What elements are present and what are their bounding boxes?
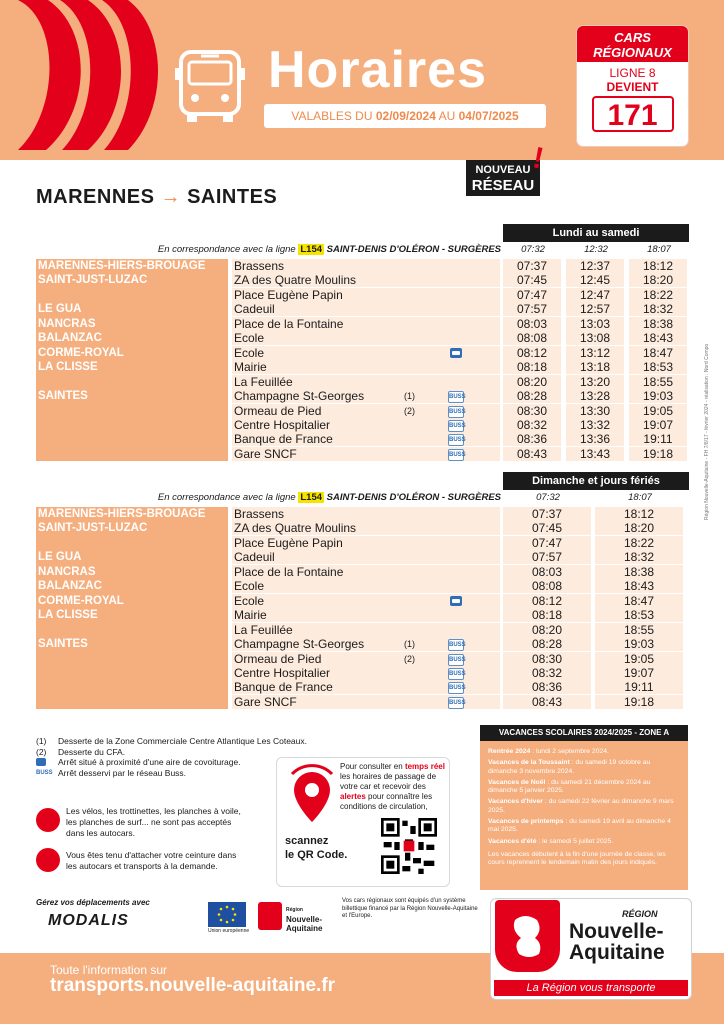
town-name: LE GUA [36, 550, 228, 564]
departure-time: 08:36 [503, 680, 591, 694]
day-header: Lundi au samedi [503, 224, 689, 242]
stop-name: Brassens [232, 507, 500, 521]
holiday-item [480, 818, 688, 835]
departure-time: 13:30 [566, 404, 624, 418]
town-name: BALANZAC [36, 579, 228, 593]
departure-time: 08:18 [503, 608, 591, 622]
departure-time: 12:57 [566, 302, 624, 316]
timetable-row [36, 608, 689, 622]
corr-dest: SAINT-DENIS D'OLÉRON - SURGÈRES [326, 492, 501, 503]
stop-name: Mairie [232, 608, 500, 622]
stop-name: Brassens [232, 259, 500, 273]
departure-time: 08:32 [503, 418, 561, 432]
stop-name: Place de la Fontaine [232, 317, 500, 331]
buss-icon: BUSS [448, 391, 464, 403]
departure-time: 18:20 [595, 521, 683, 535]
valid-from: 02/09/2024 [375, 109, 436, 123]
stop-name: Ormeau de Pied [232, 652, 500, 666]
stop-name: ZA des Quatre Moulins [232, 521, 500, 535]
timetable-row [36, 637, 689, 651]
qr-scan-2: le QR Code. [285, 849, 348, 861]
line-number: 171 [592, 96, 674, 132]
departure-time: 18:47 [595, 594, 683, 608]
stop-note: (2) [404, 653, 415, 664]
departure-time: 18:55 [629, 375, 687, 389]
departure-time: 19:03 [629, 389, 687, 403]
timetable-row [36, 389, 689, 403]
town-name: SAINTES [36, 637, 228, 651]
stop-name: Centre Hospitalier [232, 666, 500, 680]
departure-time: 12:37 [566, 259, 624, 273]
departure-time: 08:36 [503, 432, 561, 446]
departure-time: 08:12 [503, 346, 561, 360]
stop-name: Banque de France [232, 432, 500, 446]
holiday-dates: : le samedi 5 juillet 2025. [536, 837, 614, 845]
departure-time: 08:12 [503, 594, 591, 608]
reseau-label: RÉSEAU [471, 177, 535, 194]
corr-prefix: En correspondance avec la ligne [157, 244, 296, 255]
qr-text-1: Pour consulter en [340, 762, 403, 771]
region-lion-logo-icon [495, 900, 560, 972]
route-title [36, 186, 277, 209]
region-small-logo-icon [258, 902, 282, 930]
departure-time: 07:57 [503, 302, 561, 316]
stop-note: (1) [404, 391, 415, 402]
qr-text-5: pour connaître les conditions de circulation, [340, 792, 433, 811]
holiday-item [480, 759, 688, 776]
route-origin: MARENNES [36, 186, 155, 208]
departure-time: 12:47 [566, 288, 624, 302]
holiday-dates: : du samedi 19 octobre au dimanche 3 novembre 2024. [488, 759, 651, 775]
region-name [569, 921, 665, 963]
correspondance-note [36, 244, 501, 255]
timetable-row [36, 623, 689, 637]
town-name: LA CLISSE [36, 360, 228, 374]
timetable-row [36, 594, 689, 608]
town-name: NANCRAS [36, 565, 228, 579]
location-pin-icon [286, 764, 338, 826]
stop-name: Ecole [232, 594, 500, 608]
town-name: SAINTES [36, 389, 228, 403]
legend-key-2: (2) [36, 746, 47, 757]
bike-rule: Les vélos, les trottinettes, les planches à voile, les planches de surf... ne sont pas acceptés dans les autocars. [66, 806, 241, 838]
departure-time: 13:43 [566, 447, 624, 461]
qr-scan-1: scannez [285, 835, 329, 847]
departure-time: 07:45 [503, 521, 591, 535]
departure-time: 18:47 [629, 346, 687, 360]
carpool-icon [450, 596, 462, 606]
bus-icon [175, 48, 245, 128]
departure-time: 08:03 [503, 317, 561, 331]
stop-name: Cadeuil [232, 302, 500, 316]
buss-icon: BUSS [448, 697, 464, 709]
no-bike-icon [36, 808, 60, 832]
eu-label: Union européenne [208, 928, 250, 934]
timetable-row [36, 317, 689, 331]
departure-time: 13:12 [566, 346, 624, 360]
holiday-dates: : du samedi 21 décembre 2024 au dimanche 5 janvier 2025. [488, 778, 651, 795]
buss-icon: BUSS [36, 769, 53, 776]
correspondance-note [36, 492, 501, 503]
stop-note: (2) [404, 405, 415, 416]
timetable-row [36, 418, 689, 432]
departure-time: 18:43 [595, 579, 683, 593]
timetable-row [36, 432, 689, 446]
departure-time: 13:18 [566, 360, 624, 374]
departure-time: 18:53 [629, 360, 687, 374]
departure-time: 13:32 [566, 418, 624, 432]
carpool-icon [36, 758, 46, 766]
qr-text-alerts: alertes [340, 792, 366, 801]
stop-name: Cadeuil [232, 550, 500, 564]
corr-time: 12:32 [584, 244, 608, 255]
stop-name: Ecole [232, 346, 500, 360]
timetable-row [36, 360, 689, 374]
stop-name: Place Eugène Papin [232, 288, 500, 302]
timetable-row [36, 695, 689, 709]
departure-time: 08:43 [503, 447, 561, 461]
timetable-row [36, 652, 689, 666]
departure-time: 19:03 [595, 637, 683, 651]
holiday-item [480, 779, 688, 796]
departure-time: 08:03 [503, 565, 591, 579]
holiday-label: Vacances d'hiver [488, 798, 543, 806]
region-label: RÉGION [622, 909, 658, 919]
town-name: LE GUA [36, 302, 228, 316]
departure-time: 08:32 [503, 666, 591, 680]
departure-time: 13:08 [566, 331, 624, 345]
buss-icon: BUSS [448, 420, 464, 432]
departure-time: 18:12 [595, 507, 683, 521]
route-destination: SAINTES [187, 186, 278, 208]
holiday-note: Les vacances débutent à la fin d'une journée de classe, les cours reprennent le lendemain matin des jours indiqués. [488, 850, 666, 867]
holiday-label: Vacances de Noël [488, 778, 546, 786]
stop-name: ZA des Quatre Moulins [232, 273, 500, 287]
timetable-row [36, 565, 689, 579]
departure-time: 08:08 [503, 331, 561, 345]
stop-name: Ecole [232, 579, 500, 593]
departure-time: 13:20 [566, 375, 624, 389]
holiday-label: Vacances de printemps [488, 818, 564, 826]
holiday-item [480, 838, 688, 846]
qr-description [340, 762, 445, 812]
cars-header [577, 26, 688, 62]
buss-icon: BUSS [448, 682, 464, 694]
timetable-row [36, 404, 689, 418]
departure-time: 07:45 [503, 273, 561, 287]
stop-name: Place Eugène Papin [232, 536, 500, 550]
town-name: NANCRAS [36, 317, 228, 331]
qr-text-realtime: temps réel [404, 762, 445, 771]
timetable-row [36, 302, 689, 316]
departure-time: 08:30 [503, 404, 561, 418]
departure-time: 18:12 [629, 259, 687, 273]
stop-name: Champagne St-Georges [232, 637, 500, 651]
town-name: CORME-ROYAL [36, 594, 228, 608]
town-name: MARENNES-HIERS-BROUAGE [36, 507, 228, 521]
valid-prefix: VALABLES DU [291, 109, 373, 123]
timetable-row [36, 375, 689, 389]
timetable-row [36, 288, 689, 302]
side-credit: Région Nouvelle-Aquitaine - FH 7/8/17 - février 2024 - réalisation : Nord Compo [704, 343, 710, 520]
timetable-row [36, 666, 689, 680]
departure-time: 18:20 [629, 273, 687, 287]
town-name: SAINT-JUST-LUZAC [36, 521, 228, 535]
exclamation-icon: ! [529, 141, 547, 176]
corr-time: 07:32 [536, 492, 560, 503]
page-title: Horaires [268, 41, 487, 99]
buss-icon: BUSS [448, 639, 464, 651]
departure-time: 19:05 [629, 404, 687, 418]
holidays-title: VACANCES SCOLAIRES 2024/2025 - ZONE A [480, 725, 688, 741]
departure-time: 07:37 [503, 507, 591, 521]
departure-time: 08:43 [503, 695, 591, 709]
timetable-row [36, 346, 689, 360]
old-line-label: LIGNE 8 [609, 66, 656, 80]
region-small-1: Région [286, 907, 303, 913]
corr-time: 07:32 [521, 244, 545, 255]
stop-name: Ormeau de Pied [232, 404, 500, 418]
timetable-row [36, 507, 689, 521]
holiday-label: Vacances de la Toussaint [488, 759, 570, 767]
holiday-item [480, 798, 688, 815]
holiday-item [480, 748, 688, 756]
departure-time: 18:32 [595, 550, 683, 564]
stop-name: Gare SNCF [232, 695, 500, 709]
becomes-label: DEVIENT [606, 80, 659, 94]
stop-name: Gare SNCF [232, 447, 500, 461]
timetable-row [36, 521, 689, 535]
timetable-row [36, 273, 689, 287]
timetable-row [36, 579, 689, 593]
departure-time: 18:22 [595, 536, 683, 550]
corr-prefix: En correspondance avec la ligne [157, 492, 296, 503]
qr-scan-label [285, 834, 347, 862]
info-caption: Toute l'information sur [50, 963, 168, 977]
departure-time: 19:18 [595, 695, 683, 709]
timetable-row [36, 331, 689, 345]
modalis-caption: Gérez vos déplacements avec [36, 898, 150, 907]
valid-to: 04/07/2025 [458, 109, 519, 123]
departure-time: 18:38 [595, 565, 683, 579]
day-header: Dimanche et jours fériés [503, 472, 689, 490]
corr-time: 18:07 [647, 244, 671, 255]
town-name: LA CLISSE [36, 608, 228, 622]
corr-time: 18:07 [628, 492, 652, 503]
line-number-card [577, 26, 688, 146]
departure-time: 18:32 [629, 302, 687, 316]
region-slogan: La Région vous transporte [494, 980, 688, 996]
timetable-row [36, 550, 689, 564]
buss-icon: BUSS [448, 449, 464, 461]
region-name-2: Aquitaine [569, 941, 665, 964]
departure-time: 19:05 [595, 652, 683, 666]
holiday-dates: : lundi 2 septembre 2024. [530, 748, 609, 755]
departure-time: 13:03 [566, 317, 624, 331]
belt-rule: Vous êtes tenu d'attacher votre ceinture dans les autocars et transports à la demande. [66, 850, 237, 871]
buss-icon: BUSS [448, 434, 464, 446]
holiday-label: Vacances d'été [488, 837, 537, 845]
carpool-icon [450, 348, 462, 358]
stop-name: La Feuillée [232, 375, 500, 389]
departure-time: 08:20 [503, 623, 591, 637]
holiday-label: Rentrée 2024 [488, 748, 531, 755]
buss-icon: BUSS [448, 654, 464, 666]
departure-time: 18:22 [629, 288, 687, 302]
stop-name: Centre Hospitalier [232, 418, 500, 432]
timetable-row [36, 680, 689, 694]
departure-time: 19:18 [629, 447, 687, 461]
departure-time: 18:43 [629, 331, 687, 345]
departure-time: 07:57 [503, 550, 591, 564]
corr-dest: SAINT-DENIS D'OLÉRON - SURGÈRES [326, 244, 501, 255]
regionaux-label: RÉGIONAUX [593, 45, 672, 60]
departure-time: 08:30 [503, 652, 591, 666]
school-holidays-box [480, 725, 688, 890]
brand-swoosh-icon [0, 0, 170, 150]
corr-line-badge: L154 [300, 244, 323, 255]
holidays-list [480, 741, 688, 868]
stop-name: Place de la Fontaine [232, 565, 500, 579]
town-name: CORME-ROYAL [36, 346, 228, 360]
stop-name: Mairie [232, 360, 500, 374]
timetable-row [36, 259, 689, 273]
new-network-badge [466, 160, 540, 196]
legend-text-3: Arrêt situé à proximité d'une aire de covoiturage. [58, 757, 241, 768]
region-name-1: Nouvelle- [569, 920, 664, 943]
departure-time: 08:28 [503, 389, 561, 403]
departure-time: 13:36 [566, 432, 624, 446]
departure-time: 07:37 [503, 259, 561, 273]
qr-code[interactable] [381, 818, 437, 874]
departure-time: 13:28 [566, 389, 624, 403]
departure-time: 08:18 [503, 360, 561, 374]
route-arrow-icon: → [160, 186, 182, 208]
timetable-row [36, 447, 689, 461]
holiday-dates: : du samedi 19 avril au dimanche 4 mai 2025. [488, 818, 671, 834]
corr-line-badge: L154 [300, 492, 323, 503]
buss-icon: BUSS [448, 406, 464, 418]
legend-text-1: Desserte de la Zone Commerciale Centre Atlantique Les Coteaux. [58, 736, 307, 746]
town-name: SAINT-JUST-LUZAC [36, 273, 228, 287]
modalis-logo: MODALIS [48, 912, 129, 929]
departure-time: 12:45 [566, 273, 624, 287]
nouveau-label: NOUVEAU [475, 164, 531, 176]
validity-banner [264, 104, 546, 128]
stop-note: (1) [404, 639, 415, 650]
stop-name: La Feuillée [232, 623, 500, 637]
region-small-label [286, 906, 322, 933]
departure-time: 19:11 [595, 680, 683, 694]
departure-time: 07:47 [503, 288, 561, 302]
departure-time: 19:07 [629, 418, 687, 432]
departure-time: 18:38 [629, 317, 687, 331]
legend [36, 736, 307, 778]
ticketing-note: Vos cars régionaux sont équipés d'un système billettique financé par la Région Nouvelle-Aquitaine et l'Europe. [342, 898, 478, 919]
legend-key-1: (1) [36, 736, 47, 746]
departure-time: 08:20 [503, 375, 561, 389]
stop-name: Ecole [232, 331, 500, 345]
buss-icon: BUSS [448, 668, 464, 680]
departure-time: 07:47 [503, 536, 591, 550]
departure-time: 19:11 [629, 432, 687, 446]
departure-time: 18:55 [595, 623, 683, 637]
region-small-2: Nouvelle- [286, 915, 323, 924]
holiday-dates: : du samedi 22 février au dimanche 9 mars 2025. [488, 798, 674, 814]
departure-time: 08:28 [503, 637, 591, 651]
timetable-row [36, 536, 689, 550]
town-name: MARENNES-HIERS-BROUAGE [36, 259, 228, 273]
stop-name: Champagne St-Georges [232, 389, 500, 403]
region-small-3: Aquitaine [286, 924, 323, 933]
town-name: BALANZAC [36, 331, 228, 345]
departure-time: 08:08 [503, 579, 591, 593]
cars-label: CARS [614, 30, 651, 45]
qr-text-3: les horaires de passage de votre car et recevoir des [340, 772, 437, 791]
departure-time: 19:07 [595, 666, 683, 680]
website-link[interactable]: transports.nouvelle-aquitaine.fr [50, 975, 336, 996]
stop-name: Banque de France [232, 680, 500, 694]
eu-flag-icon [208, 902, 246, 927]
legend-text-4: Arrêt desservi par le réseau Buss. [58, 767, 187, 778]
seatbelt-icon [36, 848, 60, 872]
legend-text-2: Desserte du CFA. [58, 746, 126, 757]
departure-time: 18:53 [595, 608, 683, 622]
valid-mid: AU [438, 109, 456, 123]
